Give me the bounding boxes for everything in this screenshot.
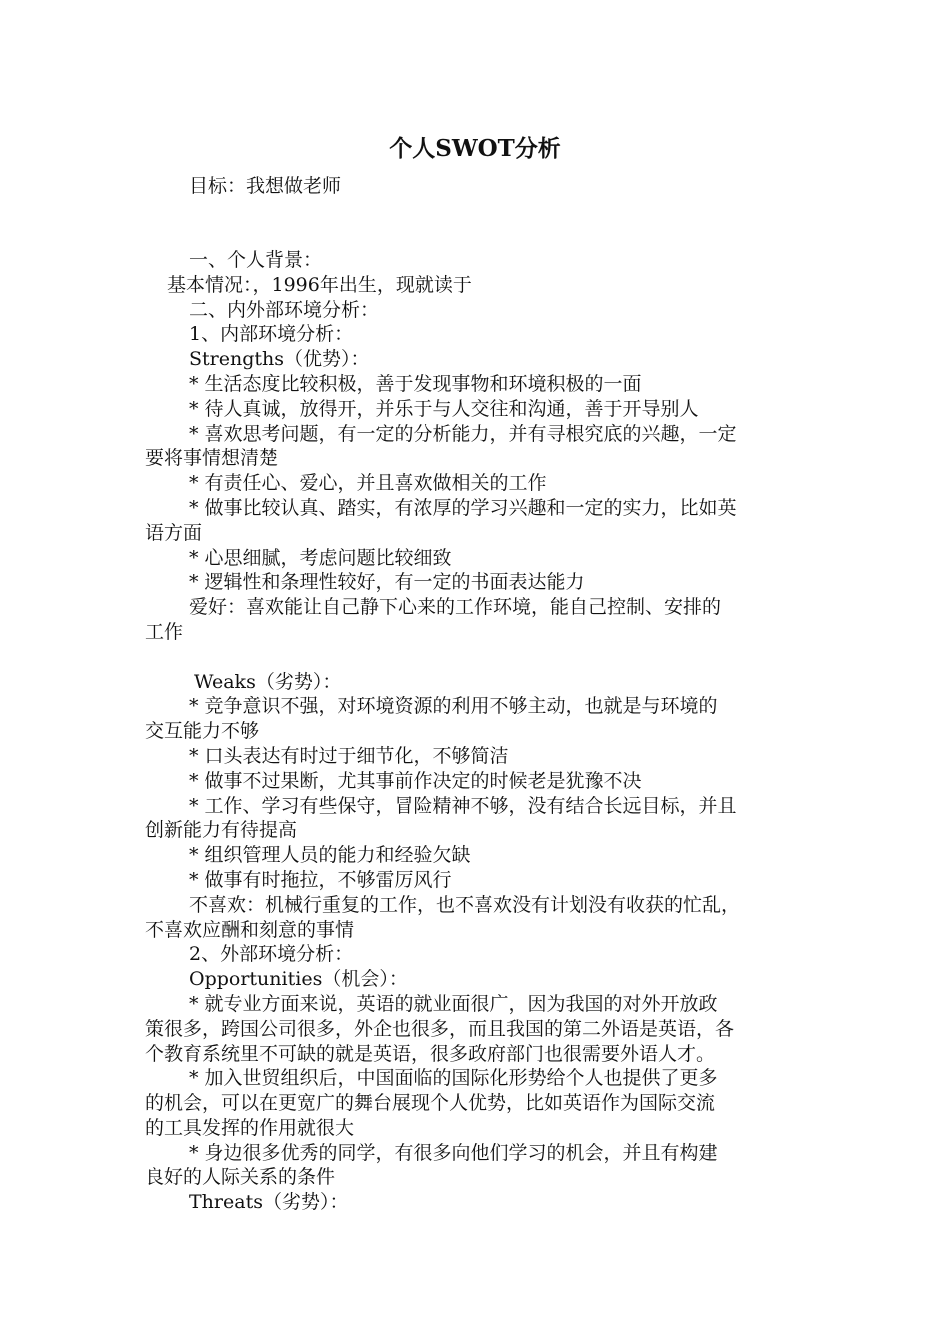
list-item: * 逻辑性和条理性较好，有一定的书面表达能力 bbox=[189, 571, 585, 594]
list-item-continuation: 交互能力不够 bbox=[145, 720, 260, 743]
strengths-heading: Strengths（优势）： bbox=[189, 348, 370, 371]
blank-line bbox=[145, 645, 810, 670]
list-item: * 做事不过果断，尤其事前作决定的时候老是犹豫不决 bbox=[189, 769, 642, 792]
hobbies-line: 爱好：喜欢能让自己静下心来的工作环境，能自己控制、安排的 bbox=[189, 596, 722, 619]
dislikes-continuation: 不喜欢应酬和刻意的事情 bbox=[145, 918, 355, 941]
list-item: * 做事有时拖拉，不够雷厉风行 bbox=[189, 868, 452, 891]
paragraph-line: 基本情况：，1996年出生，现就读于 bbox=[167, 273, 472, 296]
list-item: * 口头表达有时过于细节化，不够简洁 bbox=[189, 744, 509, 767]
list-item-continuation: 语方面 bbox=[145, 521, 203, 544]
list-item: * 心思细腻，考虑问题比较细致 bbox=[189, 546, 452, 569]
subsection-heading: 2、外部环境分析： bbox=[189, 943, 354, 966]
hobbies-continuation: 工作 bbox=[145, 620, 184, 643]
list-item-continuation: 策很多，跨国公司很多，外企也很多，而且我国的第二外语是英语，各 bbox=[145, 1017, 735, 1040]
section-heading: 一、个人背景： bbox=[189, 249, 323, 271]
section-heading: 二、内外部环境分析： bbox=[189, 298, 380, 321]
dislikes-line: 不喜欢：机械行重复的工作，也不喜欢没有计划没有收获的忙乱， bbox=[189, 893, 741, 916]
opportunities-heading: Opportunities（机会）： bbox=[189, 968, 408, 991]
subsection-heading: 1、内部环境分析： bbox=[189, 323, 354, 346]
goal-line: 目标：我想做老师 bbox=[189, 175, 342, 197]
list-item-continuation: 良好的人际关系的条件 bbox=[145, 1166, 336, 1189]
document-title: 个人SWOT分析 bbox=[389, 135, 561, 162]
list-item-continuation: 的机会，可以在更宽广的舞台展现个人优势，比如英语作为国际交流 bbox=[145, 1092, 716, 1115]
list-item: * 生活态度比较积极，善于发现事物和环境积极的一面 bbox=[189, 372, 642, 395]
list-item: * 做事比较认真、踏实，有浓厚的学习兴趣和一定的实力，比如英 bbox=[189, 496, 737, 519]
weaknesses-heading: Weaks（劣势）： bbox=[194, 670, 342, 693]
list-item-continuation: 的工具发挥的作用就很大 bbox=[145, 1116, 355, 1139]
list-item: * 组织管理人员的能力和经验欠缺 bbox=[189, 844, 471, 867]
list-item: * 身边很多优秀的同学，有很多向他们学习的机会，并且有构建 bbox=[189, 1141, 718, 1164]
list-item: * 喜欢思考问题，有一定的分析能力，并有寻根究底的兴趣，一定 bbox=[189, 422, 737, 445]
threats-heading: Threats（劣势）： bbox=[189, 1191, 349, 1214]
list-item: * 竞争意识不强，对环境资源的利用不够主动，也就是与环境的 bbox=[189, 695, 718, 718]
document-body bbox=[145, 248, 810, 1215]
list-item: * 工作、学习有些保守，冒险精神不够，没有结合长远目标，并且 bbox=[189, 794, 737, 817]
list-item: * 就专业方面来说，英语的就业面很广，因为我国的对外开放政 bbox=[189, 992, 718, 1015]
list-item-continuation: 要将事情想清楚 bbox=[145, 447, 279, 470]
list-item-continuation: 个教育系统里不可缺的就是英语，很多政府部门也很需要外语人才。 bbox=[145, 1042, 716, 1065]
list-item: * 加入世贸组织后，中国面临的国际化形势给个人也提供了更多 bbox=[189, 1067, 718, 1090]
list-item: * 待人真诚，放得开，并乐于与人交往和沟通，善于开导别人 bbox=[189, 397, 699, 420]
list-item-continuation: 创新能力有待提高 bbox=[145, 819, 298, 842]
list-item: * 有责任心、爱心，并且喜欢做相关的工作 bbox=[189, 472, 547, 495]
